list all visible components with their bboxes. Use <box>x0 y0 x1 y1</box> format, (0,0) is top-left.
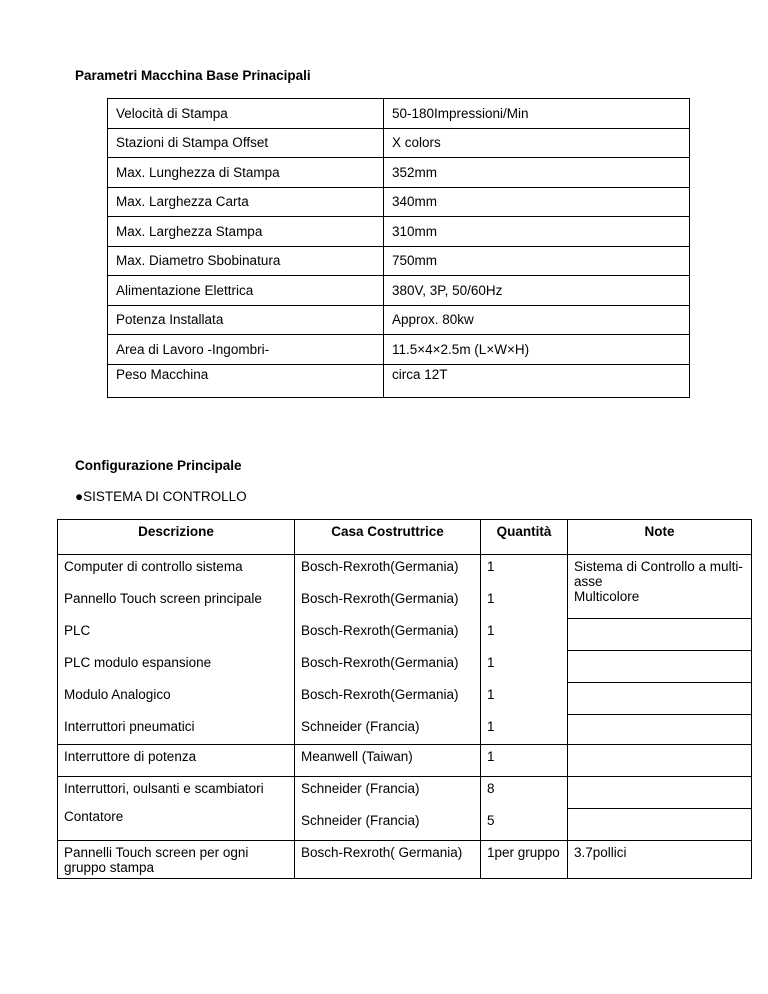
cell-descrizione: Pannello Touch screen principale <box>58 587 295 619</box>
table-row <box>108 364 690 397</box>
param-value: 352mm <box>384 158 690 188</box>
cell-descrizione: Interruttori, oulsanti e scambiatori <box>58 777 295 809</box>
param-label: Max. Larghezza Carta <box>108 187 384 217</box>
table-row <box>108 158 690 188</box>
section-title-parameters: Parametri Macchina Base Prinacipali <box>75 68 311 83</box>
param-label: Stazioni di Stampa Offset <box>108 128 384 158</box>
cell-note <box>568 619 752 651</box>
cell-descrizione: Interruttore di potenza <box>58 745 295 777</box>
param-value: 750mm <box>384 246 690 276</box>
cell-descrizione: Modulo Analogico <box>58 683 295 715</box>
header-quantita: Quantità <box>481 520 568 555</box>
table-row <box>58 651 752 683</box>
cell-quantita: 8 <box>481 777 568 809</box>
cell-casa: Bosch-Rexroth(Germania) <box>295 651 481 683</box>
cell-descrizione: PLC <box>58 619 295 651</box>
cell-casa: Bosch-Rexroth( Germania) <box>295 841 481 879</box>
table-row <box>108 246 690 276</box>
param-value: 380V, 3P, 50/60Hz <box>384 276 690 306</box>
table-row <box>108 217 690 247</box>
cell-note <box>568 651 752 683</box>
table-row <box>58 619 752 651</box>
table-header-row <box>58 520 752 555</box>
param-value: 310mm <box>384 217 690 247</box>
cell-descrizione: PLC modulo espansione <box>58 651 295 683</box>
cell-casa: Schneider (Francia) <box>295 715 481 745</box>
cell-note <box>568 809 752 841</box>
table-row <box>58 555 752 587</box>
table-row <box>58 745 752 777</box>
cell-quantita: 1 <box>481 651 568 683</box>
configuration-table <box>57 519 752 879</box>
cell-casa: Bosch-Rexroth(Germania) <box>295 619 481 651</box>
param-label: Max. Lunghezza di Stampa <box>108 158 384 188</box>
param-value: 50-180Impressioni/Min <box>384 99 690 129</box>
cell-quantita: 1 <box>481 745 568 777</box>
cell-descrizione: Interruttori pneumatici <box>58 715 295 745</box>
param-label: Max. Diametro Sbobinatura <box>108 246 384 276</box>
cell-casa: Bosch-Rexroth(Germania) <box>295 683 481 715</box>
param-label: Potenza Installata <box>108 305 384 335</box>
cell-note <box>568 745 752 777</box>
param-value: circa 12T <box>384 364 690 397</box>
cell-casa: Meanwell (Taiwan) <box>295 745 481 777</box>
cell-note <box>568 555 752 619</box>
table-row <box>108 99 690 129</box>
cell-note: 3.7pollici <box>568 841 752 879</box>
cell-descrizione: Computer di controllo sistema <box>58 555 295 587</box>
parameters-table <box>107 98 690 398</box>
param-value: 11.5×4×2.5m (L×W×H) <box>384 335 690 365</box>
param-label: Alimentazione Elettrica <box>108 276 384 306</box>
table-row <box>58 777 752 809</box>
note-line: Sistema di Controllo a multi-asse <box>574 559 743 589</box>
cell-casa: Bosch-Rexroth(Germania) <box>295 587 481 619</box>
table-row <box>108 335 690 365</box>
table-row <box>58 809 752 841</box>
table-row <box>58 683 752 715</box>
cell-descrizione: Contatore <box>58 809 295 841</box>
cell-quantita: 1 <box>481 587 568 619</box>
cell-casa: Schneider (Francia) <box>295 777 481 809</box>
table-row <box>58 715 752 745</box>
param-label: Max. Larghezza Stampa <box>108 217 384 247</box>
table-row <box>108 187 690 217</box>
cell-quantita: 1 <box>481 555 568 587</box>
section-title-configuration: Configurazione Principale <box>75 458 242 473</box>
cell-quantita: 1 <box>481 683 568 715</box>
subsection-title-control-system: ●SISTEMA DI CONTROLLO <box>75 489 247 504</box>
param-label: Velocità di Stampa <box>108 99 384 129</box>
cell-note <box>568 777 752 809</box>
header-note: Note <box>568 520 752 555</box>
param-label: Area di Lavoro -Ingombri- <box>108 335 384 365</box>
cell-quantita: 5 <box>481 809 568 841</box>
table-row <box>108 276 690 306</box>
cell-note <box>568 715 752 745</box>
cell-casa: Bosch-Rexroth(Germania) <box>295 555 481 587</box>
table-row <box>58 841 752 879</box>
cell-quantita: 1per gruppo <box>481 841 568 879</box>
cell-note <box>568 683 752 715</box>
param-value: X colors <box>384 128 690 158</box>
note-line: Multicolore <box>574 589 640 604</box>
param-value: Approx. 80kw <box>384 305 690 335</box>
cell-casa: Schneider (Francia) <box>295 809 481 841</box>
header-descrizione: Descrizione <box>58 520 295 555</box>
header-casa-costruttrice: Casa Costruttrice <box>295 520 481 555</box>
param-label: Peso Macchina <box>108 364 384 397</box>
table-row <box>108 305 690 335</box>
table-row <box>108 128 690 158</box>
cell-quantita: 1 <box>481 619 568 651</box>
param-value: 340mm <box>384 187 690 217</box>
cell-quantita: 1 <box>481 715 568 745</box>
cell-descrizione: Pannelli Touch screen per ogni gruppo stampa <box>58 841 295 879</box>
